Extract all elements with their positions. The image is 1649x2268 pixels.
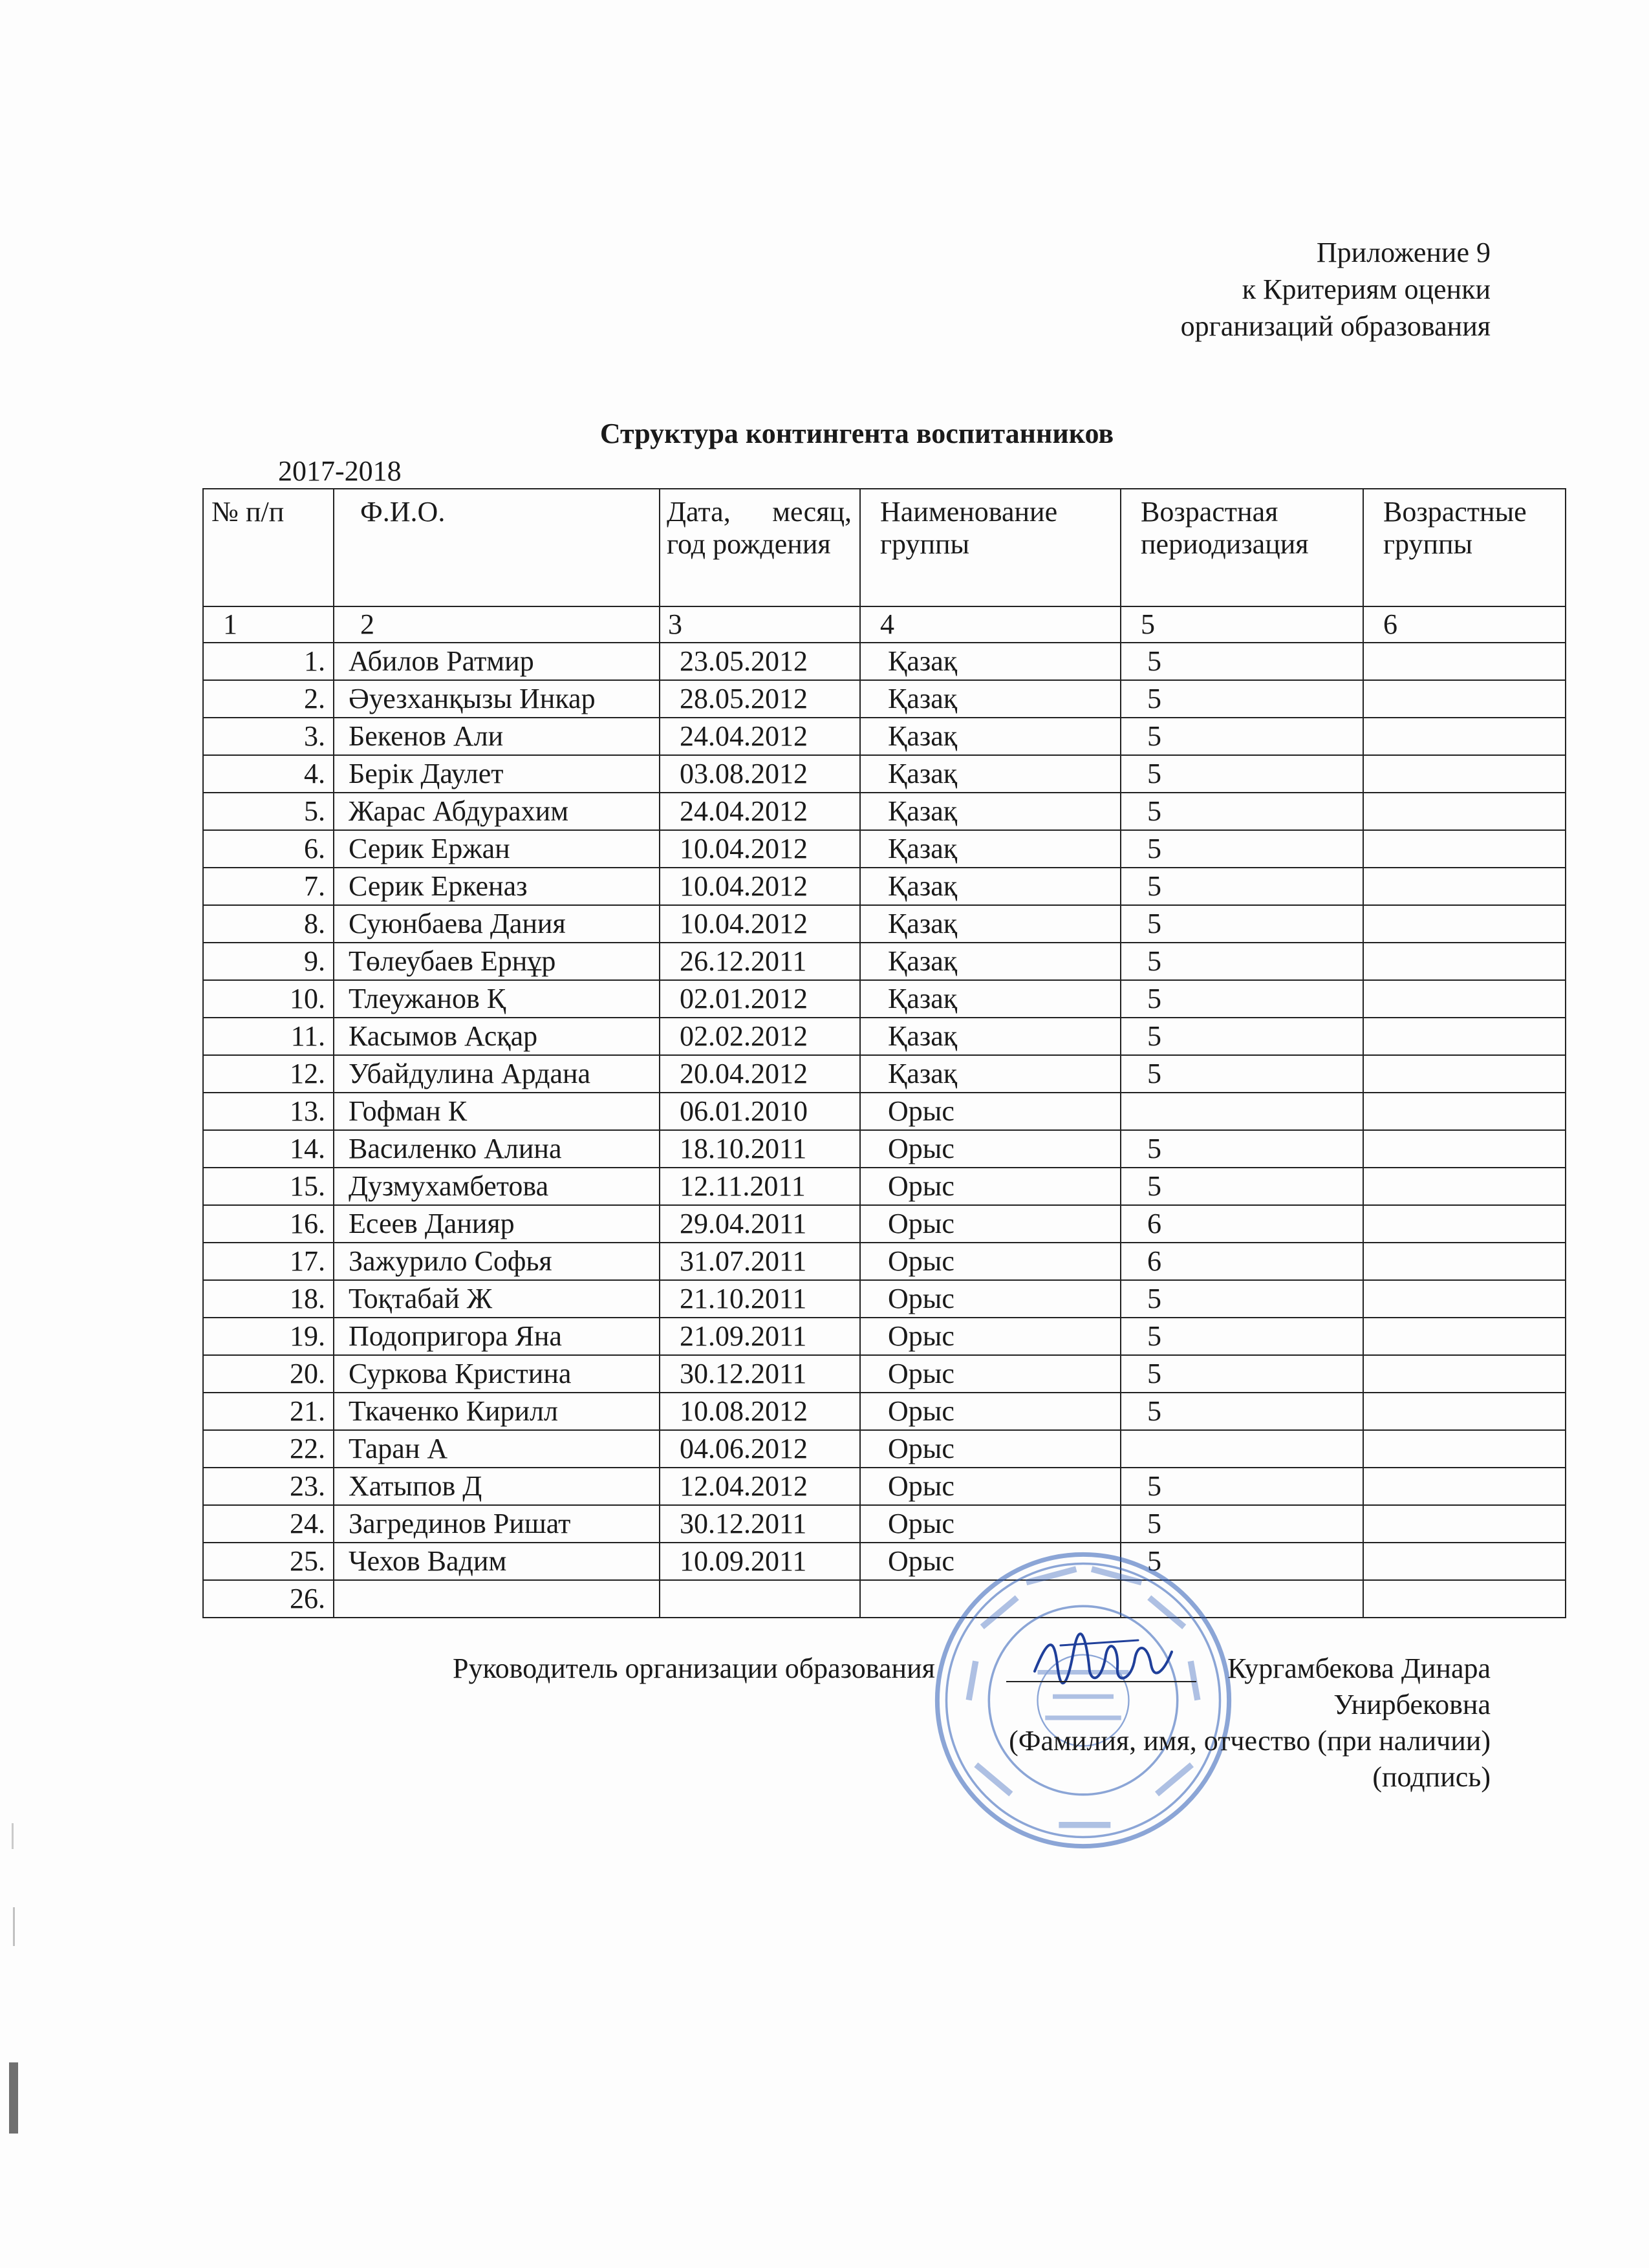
table-row (203, 643, 1566, 680)
cell-birthdate: 30.12.2011 (660, 1355, 860, 1393)
cell-group: Орыс (860, 1505, 1121, 1543)
cell-age-period: 5 (1121, 1018, 1363, 1055)
cell-number: 17. (203, 1243, 334, 1280)
table-row (203, 718, 1566, 755)
contingent-table (202, 488, 1566, 1618)
column-number: 6 (1363, 606, 1566, 643)
cell-number: 2. (203, 680, 334, 718)
cell-name: Серик Еркеназ (334, 868, 660, 905)
cell-birthdate: 04.06.2012 (660, 1430, 860, 1468)
cell-age-period: 5 (1121, 1393, 1363, 1430)
cell-name: Подопригора Яна (334, 1318, 660, 1355)
table-row (203, 1018, 1566, 1055)
cell-group: Қазақ (860, 793, 1121, 830)
cell-birthdate: 10.08.2012 (660, 1393, 860, 1430)
cell-group: Орыс (860, 1430, 1121, 1468)
appendix-line-1: Приложение 9 (1316, 237, 1491, 268)
cell-birthdate (660, 1580, 860, 1618)
cell-age-group (1363, 905, 1566, 943)
appendix-header (970, 234, 1491, 345)
signatory-name-line-1: Кургамбекова Динара (1227, 1653, 1491, 1684)
cell-number: 4. (203, 755, 334, 793)
cell-birthdate: 24.04.2012 (660, 793, 860, 830)
cell-age-group (1363, 1168, 1566, 1205)
cell-age-group (1363, 1055, 1566, 1093)
cell-name: Дузмухамбетова (334, 1168, 660, 1205)
signatory-name-line-2: Унирбековна (1333, 1689, 1491, 1720)
column-numbers-row (203, 606, 1566, 643)
cell-name: Таран А (334, 1430, 660, 1468)
cell-name: Тоқтабай Ж (334, 1280, 660, 1318)
table-row (203, 1393, 1566, 1430)
cell-age-group (1363, 1280, 1566, 1318)
cell-group: Орыс (860, 1130, 1121, 1168)
cell-number: 23. (203, 1468, 334, 1505)
cell-age-group (1363, 1130, 1566, 1168)
cell-age-period: 5 (1121, 1505, 1363, 1543)
table-row (203, 1318, 1566, 1355)
cell-group: Қазақ (860, 718, 1121, 755)
appendix-line-3: организаций образования (1180, 310, 1491, 342)
cell-name: Хатыпов Д (334, 1468, 660, 1505)
cell-number: 15. (203, 1168, 334, 1205)
cell-age-group (1363, 1318, 1566, 1355)
cell-group: Орыс (860, 1280, 1121, 1318)
table-header-row (203, 489, 1566, 606)
column-header-number: № п/п (203, 489, 334, 606)
cell-age-group (1363, 868, 1566, 905)
cell-birthdate: 28.05.2012 (660, 680, 860, 718)
cell-age-period: 6 (1121, 1243, 1363, 1280)
cell-birthdate: 30.12.2011 (660, 1505, 860, 1543)
cell-age-period: 5 (1121, 1280, 1363, 1318)
cell-birthdate: 26.12.2011 (660, 943, 860, 980)
cell-name: Серик Ержан (334, 830, 660, 868)
cell-birthdate: 12.04.2012 (660, 1468, 860, 1505)
column-number: 3 (660, 606, 860, 643)
cell-group: Қазақ (860, 680, 1121, 718)
cell-name: Суюнбаева Дания (334, 905, 660, 943)
cell-name: Ткаченко Кирилл (334, 1393, 660, 1430)
cell-age-group (1363, 643, 1566, 680)
cell-number: 7. (203, 868, 334, 905)
cell-birthdate: 10.09.2011 (660, 1543, 860, 1580)
cell-number: 9. (203, 943, 334, 980)
cell-age-period: 5 (1121, 680, 1363, 718)
table-row (203, 1355, 1566, 1393)
cell-group: Орыс (860, 1468, 1121, 1505)
cell-group: Орыс (860, 1168, 1121, 1205)
cell-age-group (1363, 1580, 1566, 1618)
column-header-birthdate (660, 489, 860, 606)
signatory-hint-line-1: (Фамилия, имя, отчество (при наличии) (1009, 1725, 1491, 1757)
cell-age-group (1363, 1468, 1566, 1505)
cell-birthdate: 03.08.2012 (660, 755, 860, 793)
cell-birthdate: 10.04.2012 (660, 830, 860, 868)
cell-number: 21. (203, 1393, 334, 1430)
cell-age-group (1363, 1543, 1566, 1580)
column-number: 4 (860, 606, 1121, 643)
cell-age-period: 6 (1121, 1205, 1363, 1243)
table-row (203, 1543, 1566, 1580)
cell-group: Қазақ (860, 1055, 1121, 1093)
table-row (203, 1093, 1566, 1130)
cell-age-period: 5 (1121, 793, 1363, 830)
cell-number: 1. (203, 643, 334, 680)
cell-number: 22. (203, 1430, 334, 1468)
column-number: 5 (1121, 606, 1363, 643)
cell-name: Есеев Данияр (334, 1205, 660, 1243)
cell-name: Убайдулина Ардана (334, 1055, 660, 1093)
cell-name: Суркова Кристина (334, 1355, 660, 1393)
cell-age-group (1363, 830, 1566, 868)
cell-group: Қазақ (860, 980, 1121, 1018)
cell-number: 18. (203, 1280, 334, 1318)
cell-name: Загрединов Ришат (334, 1505, 660, 1543)
cell-name (334, 1580, 660, 1618)
cell-name: Василенко Алина (334, 1130, 660, 1168)
cell-name: Касымов Асқар (334, 1018, 660, 1055)
cell-birthdate: 23.05.2012 (660, 643, 860, 680)
column-header-group: Наименование группы (860, 489, 1121, 606)
cell-age-period: 5 (1121, 1168, 1363, 1205)
cell-number: 24. (203, 1505, 334, 1543)
cell-name: Жарас Абдурахим (334, 793, 660, 830)
cell-age-period: 5 (1121, 1355, 1363, 1393)
cell-name: Гофман К (334, 1093, 660, 1130)
cell-number: 8. (203, 905, 334, 943)
cell-birthdate: 10.04.2012 (660, 905, 860, 943)
signatory-hint-line-2: (подпись) (1372, 1761, 1491, 1793)
cell-number: 6. (203, 830, 334, 868)
cell-age-period (1121, 1093, 1363, 1130)
table-row (203, 1168, 1566, 1205)
document-title: Структура контингента воспитанников (599, 418, 1114, 449)
cell-age-group (1363, 1430, 1566, 1468)
table-row (203, 755, 1566, 793)
cell-age-period: 5 (1121, 718, 1363, 755)
table-row (203, 868, 1566, 905)
column-number: 1 (203, 606, 334, 643)
cell-name: Тлеужанов Қ (334, 980, 660, 1018)
cell-birthdate: 02.01.2012 (660, 980, 860, 1018)
cell-birthdate: 31.07.2011 (660, 1243, 860, 1280)
table-row (203, 1130, 1566, 1168)
cell-number: 10. (203, 980, 334, 1018)
cell-birthdate: 20.04.2012 (660, 1055, 860, 1093)
cell-name: Бекенов Али (334, 718, 660, 755)
cell-age-period: 5 (1121, 868, 1363, 905)
cell-birthdate: 06.01.2010 (660, 1093, 860, 1130)
cell-group: Орыс (860, 1318, 1121, 1355)
table-row (203, 1580, 1566, 1618)
cell-age-group (1363, 1505, 1566, 1543)
cell-birthdate: 21.09.2011 (660, 1318, 860, 1355)
cell-number: 11. (203, 1018, 334, 1055)
cell-number: 3. (203, 718, 334, 755)
column-header-name: Ф.И.О. (334, 489, 660, 606)
cell-group: Қазақ (860, 643, 1121, 680)
cell-birthdate: 10.04.2012 (660, 868, 860, 905)
table-row (203, 980, 1566, 1018)
cell-age-period: 5 (1121, 1468, 1363, 1505)
cell-age-period: 5 (1121, 905, 1363, 943)
cell-group: Қазақ (860, 905, 1121, 943)
cell-age-period: 5 (1121, 1055, 1363, 1093)
table-row (203, 1505, 1566, 1543)
cell-birthdate: 02.02.2012 (660, 1018, 860, 1055)
cell-age-group (1363, 1093, 1566, 1130)
signatory-block (905, 1651, 1491, 1795)
cell-age-group (1363, 1018, 1566, 1055)
academic-year: 2017-2018 (278, 455, 402, 487)
table-row (203, 1468, 1566, 1505)
cell-age-group (1363, 718, 1566, 755)
cell-number: 16. (203, 1205, 334, 1243)
cell-name: Берік Даулет (334, 755, 660, 793)
cell-age-period: 5 (1121, 830, 1363, 868)
cell-birthdate: 12.11.2011 (660, 1168, 860, 1205)
cell-name: Абилов Ратмир (334, 643, 660, 680)
cell-age-period: 5 (1121, 1130, 1363, 1168)
cell-group: Қазақ (860, 830, 1121, 868)
cell-age-group (1363, 943, 1566, 980)
cell-group: Орыс (860, 1393, 1121, 1430)
cell-age-group (1363, 980, 1566, 1018)
cell-age-group (1363, 1355, 1566, 1393)
cell-group: Орыс (860, 1093, 1121, 1130)
cell-number: 13. (203, 1093, 334, 1130)
table-row (203, 1430, 1566, 1468)
table-body (203, 643, 1566, 1618)
cell-group: Қазақ (860, 943, 1121, 980)
cell-age-group (1363, 680, 1566, 718)
cell-group: Орыс (860, 1243, 1121, 1280)
cell-number: 20. (203, 1355, 334, 1393)
column-header-age-period: Возрастная периодизация (1121, 489, 1363, 606)
head-of-organization-label: Руководитель организации образования (453, 1653, 935, 1684)
cell-number: 25. (203, 1543, 334, 1580)
cell-name: Төлеубаев Ернұр (334, 943, 660, 980)
cell-age-period: 5 (1121, 1543, 1363, 1580)
table-row (203, 680, 1566, 718)
cell-age-group (1363, 755, 1566, 793)
table-row (203, 1243, 1566, 1280)
cell-name: Зажурило Софья (334, 1243, 660, 1280)
cell-birthdate: 21.10.2011 (660, 1280, 860, 1318)
cell-number: 19. (203, 1318, 334, 1355)
column-header-age-groups: Возрастные группы (1363, 489, 1566, 606)
column-number: 2 (334, 606, 660, 643)
cell-birthdate: 29.04.2011 (660, 1205, 860, 1243)
cell-group: Орыс (860, 1205, 1121, 1243)
cell-age-group (1363, 1243, 1566, 1280)
cell-age-period: 5 (1121, 980, 1363, 1018)
cell-age-period: 5 (1121, 643, 1363, 680)
column-header-birthdate-text: Дата, месяц, год рождения (667, 496, 852, 560)
cell-age-group (1363, 1393, 1566, 1430)
table-row (203, 830, 1566, 868)
scan-edge-marks (0, 0, 39, 2268)
cell-age-group (1363, 1205, 1566, 1243)
cell-group: Қазақ (860, 868, 1121, 905)
cell-birthdate: 24.04.2012 (660, 718, 860, 755)
cell-group: Қазақ (860, 755, 1121, 793)
cell-age-period (1121, 1430, 1363, 1468)
table-row (203, 905, 1566, 943)
cell-age-group (1363, 793, 1566, 830)
cell-number: 26. (203, 1580, 334, 1618)
cell-name: Әуезханқызы Инкар (334, 680, 660, 718)
cell-age-period: 5 (1121, 1318, 1363, 1355)
cell-number: 5. (203, 793, 334, 830)
cell-age-period: 5 (1121, 943, 1363, 980)
cell-age-period: 5 (1121, 755, 1363, 793)
cell-group: Орыс (860, 1355, 1121, 1393)
cell-number: 14. (203, 1130, 334, 1168)
table-row (203, 1280, 1566, 1318)
cell-group: Орыс (860, 1543, 1121, 1580)
cell-number: 12. (203, 1055, 334, 1093)
table-row (203, 1205, 1566, 1243)
table-row (203, 793, 1566, 830)
cell-birthdate: 18.10.2011 (660, 1130, 860, 1168)
table-row (203, 943, 1566, 980)
appendix-line-2: к Критериям оценки (1242, 273, 1491, 305)
cell-name: Чехов Вадим (334, 1543, 660, 1580)
cell-group: Қазақ (860, 1018, 1121, 1055)
table-row (203, 1055, 1566, 1093)
